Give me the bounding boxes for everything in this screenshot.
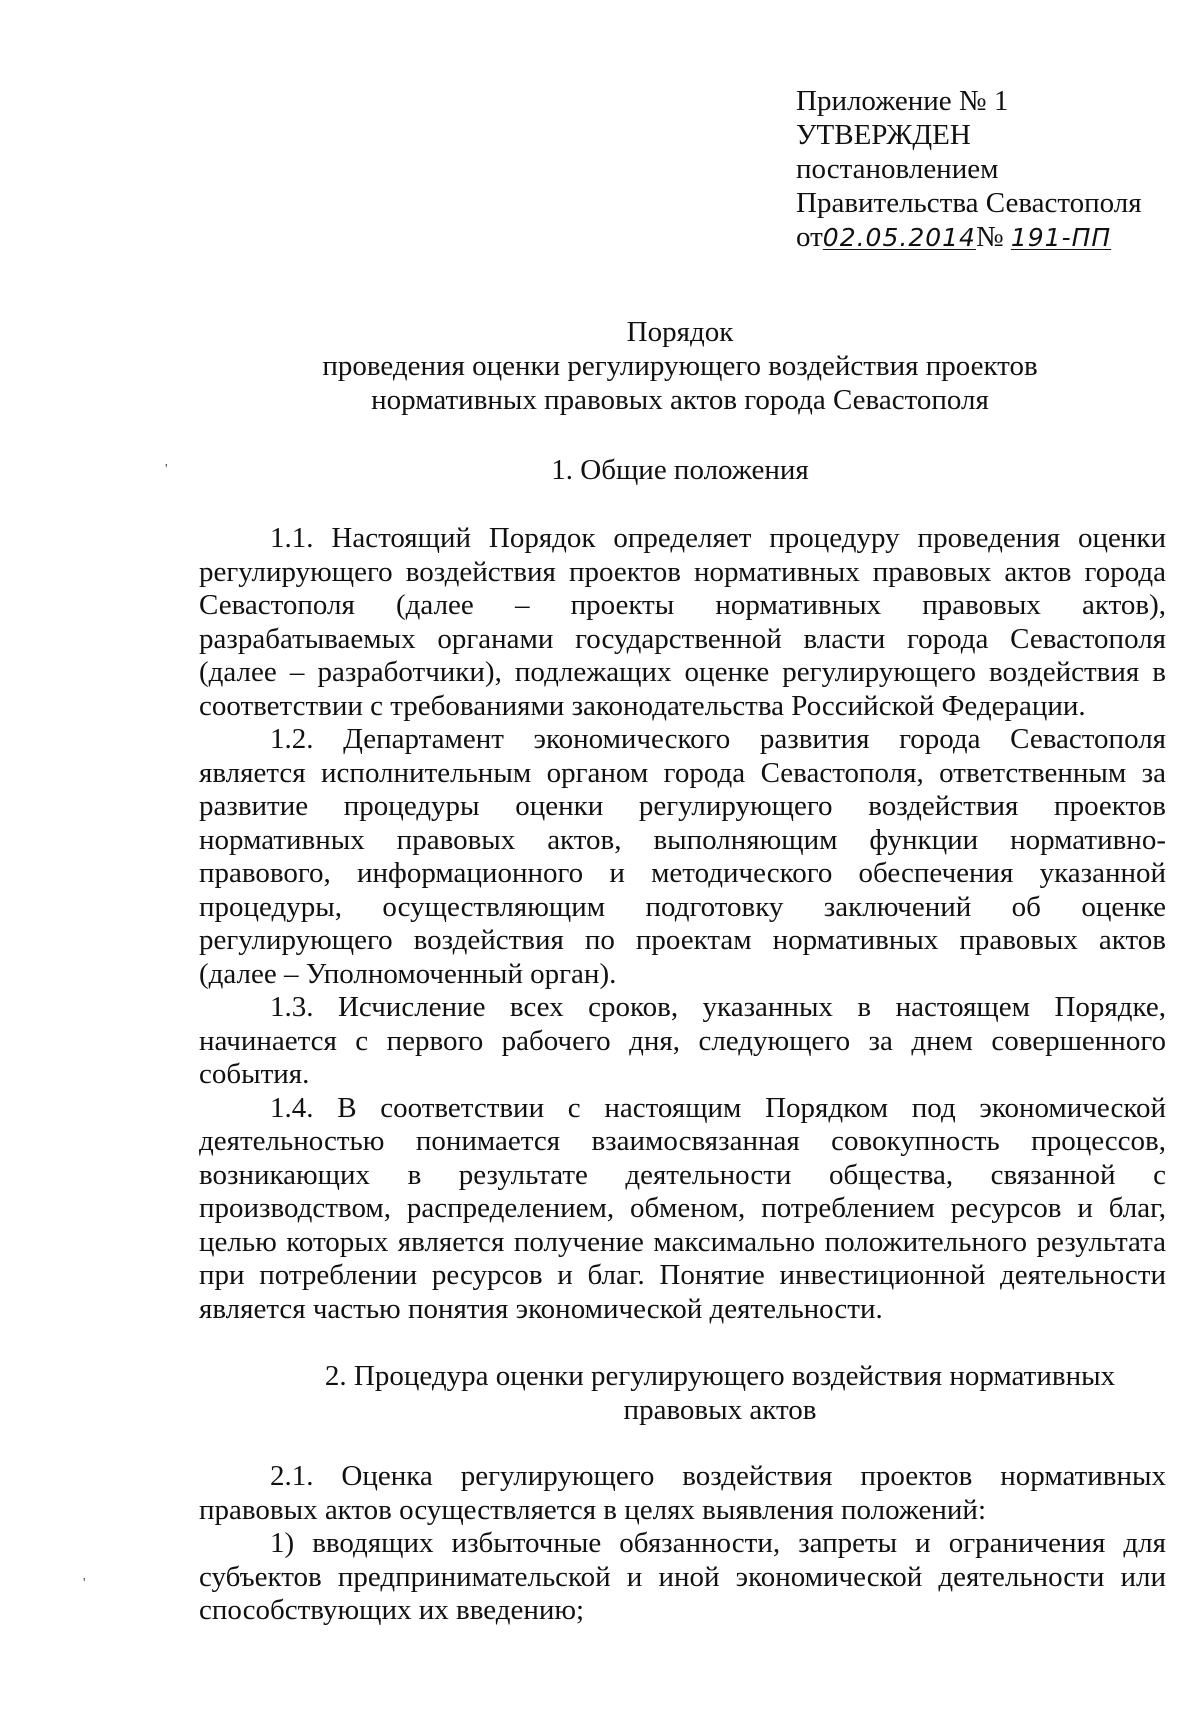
- handwritten-number: 191-ПП: [1010, 223, 1112, 252]
- paragraph-1-3: 1.3. Исчисление всех сроков, указанных в настоящем Порядке, начинается с первого рабочего дня, следующего за днем совершенного события.: [199, 991, 1166, 1090]
- paragraph-1-2: 1.2. Департамент экономического развития города Севастополя является исполнительным органом города Севастополя, ответственным за развитие процедуры оценки регулирующего воздействия проектов нормативных правовых актов, выполняющим функции нормативно-правового, информационного и методического обеспечения указанной процедуры, осуществляющим подготовку заключений об оценке регулирующего воздействия по проектам нормативных правовых актов (далее – Уполномоченный орган).: [199, 723, 1166, 990]
- handwritten-date: 02.05.2014: [822, 223, 976, 252]
- section-2-heading-line-1: 2. Процедура оценки регулирующего воздействия нормативных: [324, 1360, 1116, 1392]
- paragraph-2-1-item-1: 1) вводящих избыточные обязанности, запреты и ограничения для субъектов предпринимательской и иной экономической деятельности или способствующих их введению;: [199, 1527, 1166, 1626]
- date-prefix: от: [796, 221, 823, 253]
- appendix-number: Приложение № 1: [796, 85, 1009, 117]
- scan-speck: ': [165, 462, 168, 477]
- title-line-1: Порядок: [626, 316, 734, 348]
- paragraph-1-4: 1.4. В соответствии с настоящим Порядком под экономической деятельностью понимается взаимосвязанная совокупность процессов, возникающих в результате деятельности общества, связанной с производством, распределением, обменом, потреблением ресурсов и благ, целью которых является получение максимально положительного результата при потреблении ресурсов и благ. Понятие инвестиционной деятельности является частью понятия экономической деятельности.: [199, 1091, 1166, 1325]
- government-label: Правительства Севастополя: [796, 187, 1142, 219]
- title-line-3: нормативных правовых актов города Севастополя: [371, 384, 989, 416]
- number-sign: №: [975, 221, 1004, 253]
- decree-label: постановлением: [796, 153, 999, 185]
- section-1-heading: 1. Общие положения: [551, 454, 809, 486]
- approval-block: [796, 84, 1142, 255]
- scan-speck: ': [83, 1576, 86, 1591]
- title-line-2: проведения оценки регулирующего воздействия проектов: [322, 350, 1038, 382]
- section-2-heading-line-2: правовых актов: [623, 1394, 817, 1426]
- section-2-heading: [280, 1359, 1160, 1427]
- approved-label: УТВЕРЖДЕН: [796, 119, 971, 151]
- section-1-body: [199, 522, 1166, 1326]
- paragraph-2-1: 2.1. Оценка регулирующего воздействия проектов нормативных правовых актов осуществляется в целях выявления положений:: [199, 1460, 1166, 1526]
- paragraph-1-1: 1.1. Настоящий Порядок определяет процедуру проведения оценки регулирующего воздействия проектов нормативных правовых актов города Севастополя (далее – проекты нормативных правовых актов), разрабатываемых органами государственной власти города Севастополя (далее – разработчики), подлежащих оценке регулирующего воздействия в соответствии с требованиями законодательства Российской Федерации.: [199, 522, 1166, 722]
- document-title: [200, 315, 1160, 417]
- date-number-line: [796, 220, 1142, 255]
- section-2-body: [199, 1460, 1166, 1628]
